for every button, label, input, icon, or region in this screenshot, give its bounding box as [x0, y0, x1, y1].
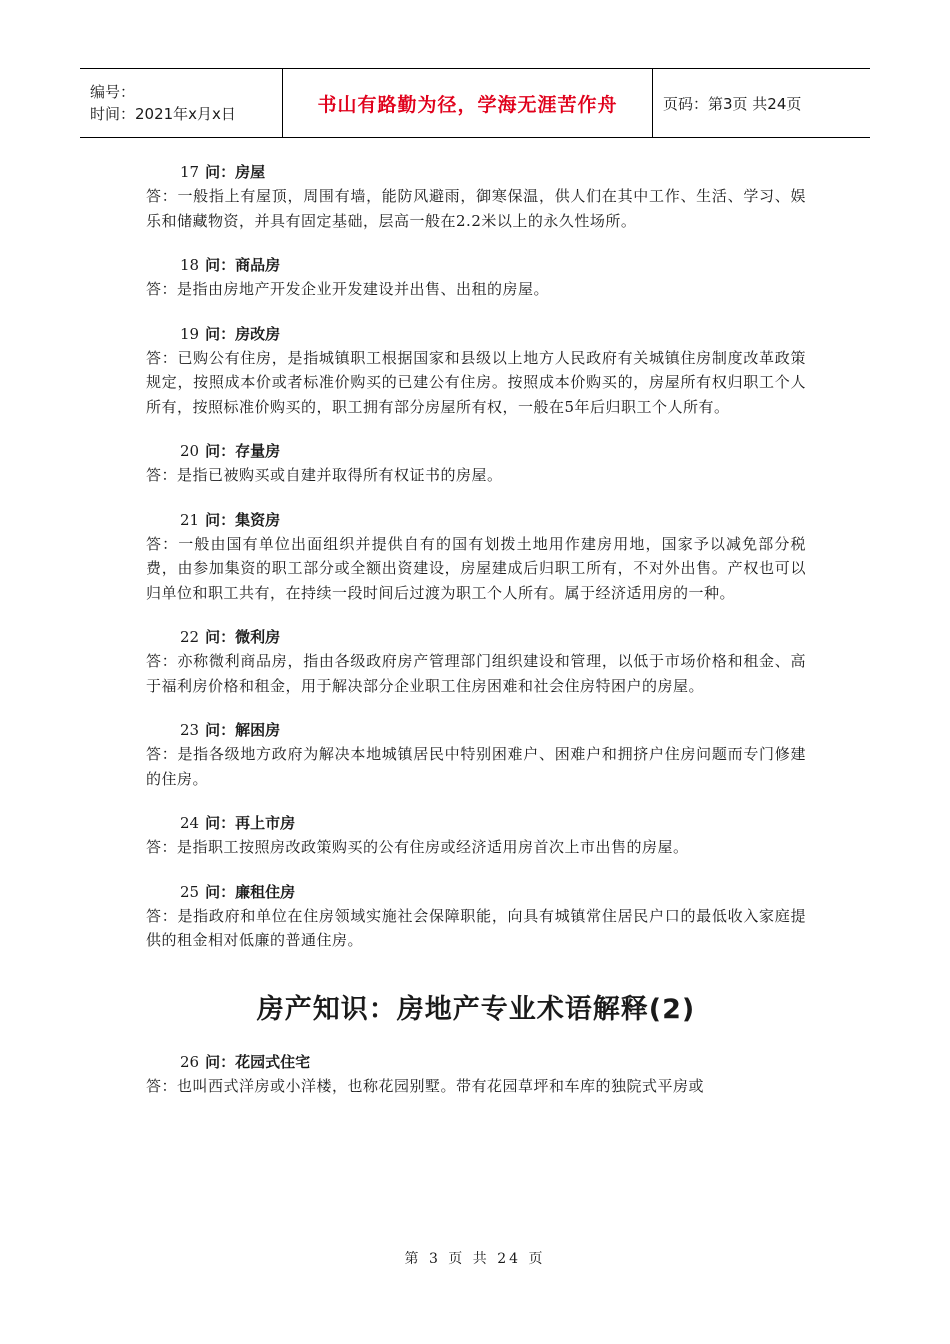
answer-text: 答：是指职工按照房改政策购买的公有住房或经济适用房首次上市出售的房屋。 [146, 838, 689, 856]
answer-text: 答：一般由国有单位出面组织并提供自有的国有划拨土地用作建房用地，国家予以减免部分税费，由参加集资的职工部分或全额出资建设，房屋建成后归职工所有，不对外出售。产权也可以归单位和职工共有，在持续一段时间后过渡为职工个人所有。属于经济适用房的一种。 [146, 534, 806, 602]
answer-text: 答：一般指上有屋顶，周围有墙，能防风避雨，御寒保温，供人们在其中工作、生活、学习、娱乐和储藏物资，并具有固定基础，层高一般在2.2米以上的永久性场所。 [146, 187, 806, 230]
qa-item [146, 718, 806, 791]
question-text: 问：房屋 [205, 163, 266, 181]
question-text: 问：微利房 [205, 628, 281, 646]
question-number: 17 [180, 163, 200, 181]
qa-item [146, 508, 806, 606]
qa-item [146, 439, 806, 488]
qa-item [146, 253, 806, 302]
question-text: 问：廉租住房 [205, 882, 296, 901]
qa-item [146, 322, 806, 420]
code-label: 编号： [90, 83, 136, 101]
question [146, 253, 806, 277]
question [146, 160, 806, 184]
document-body [146, 160, 806, 1118]
answer-text: 答：是指政府和单位在住房领域实施社会保障职能，向具有城镇常住居民户口的最低收入家庭提供的租金相对低廉的普通住房。 [146, 906, 806, 949]
answer-text: 答：是指各级地方政府为解决本地城镇居民中特别困难户、困难户和拥挤户住房问题而专门修建的住房。 [146, 745, 806, 788]
question [146, 439, 806, 463]
question [146, 880, 806, 904]
page-footer: 第 3 页 共 24 页 [404, 1251, 546, 1267]
qa-item [146, 625, 806, 698]
question-number: 19 [180, 324, 200, 343]
qa-list [146, 160, 806, 953]
question-text: 问：存量房 [205, 442, 281, 460]
qa-item [146, 880, 806, 953]
question-number: 25 [180, 882, 200, 901]
question-text: 问：集资房 [205, 510, 281, 529]
question-text: 问：房改房 [205, 324, 281, 343]
question-number: 22 [180, 628, 200, 646]
qa-item [146, 1050, 806, 1099]
question-number: 20 [180, 442, 200, 460]
qa-list-2 [146, 1050, 806, 1099]
question-number: 24 [180, 814, 200, 832]
question-number: 21 [180, 510, 200, 529]
question [146, 718, 806, 742]
qa-item [146, 811, 806, 860]
time-label: 时间：2021年x月x日 [90, 105, 236, 123]
header-page-info: 页码：第3页 共24页 [663, 94, 802, 113]
answer-text: 答：亦称微利商品房，指由各级政府房产管理部门组织建设和管理，以低于市场价格和租金、高于福利房价格和租金，用于解决部分企业职工住房困难和社会住房特困户的房屋。 [146, 652, 806, 695]
answer-text: 答：是指已被购买或自建并取得所有权证书的房屋。 [146, 466, 503, 484]
section-title: 房产知识：房地产专业术语解释(2) [256, 993, 696, 1025]
question [146, 322, 806, 346]
answer-text: 答：是指由房地产开发企业开发建设并出售、出租的房屋。 [146, 280, 550, 298]
question-text: 问：花园式住宅 [205, 1052, 311, 1071]
header-motto: 书山有路勤为径，学海无涯苦作舟 [283, 69, 653, 137]
question-number: 23 [180, 721, 200, 739]
answer-text: 答：已购公有住房，是指城镇职工根据国家和县级以上地方人民政府有关城镇住房制度改革政策规定，按照成本价或者标准价购买的已建公有住房。按照成本价购买的，房屋所有权归职工个人所有，按照标准价购买的，职工拥有部分房屋所有权，一般在5年后归职工个人所有。 [146, 348, 806, 416]
question [146, 811, 806, 835]
question-number: 26 [180, 1052, 200, 1071]
question-text: 问：解困房 [205, 721, 281, 739]
question-number: 18 [180, 256, 200, 274]
question [146, 508, 806, 532]
question [146, 1050, 806, 1074]
question-text: 问：商品房 [205, 256, 281, 274]
question-text: 问：再上市房 [205, 814, 296, 832]
question [146, 625, 806, 649]
answer-text: 答：也叫西式洋房或小洋楼，也称花园别墅。带有花园草坪和车库的独院式平房或 [146, 1076, 705, 1095]
page-header [80, 68, 870, 138]
qa-item [146, 160, 806, 233]
header-meta [80, 69, 283, 137]
